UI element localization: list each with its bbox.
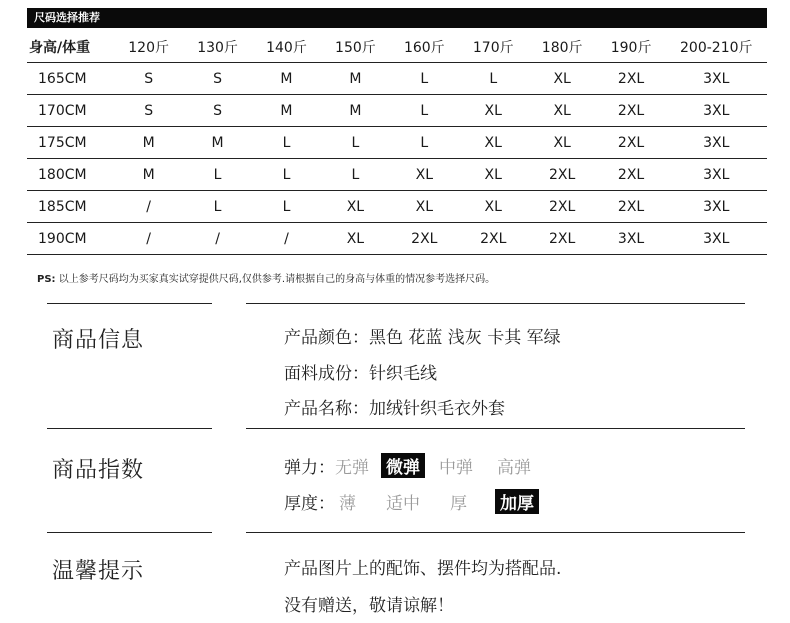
size-cell: XL xyxy=(321,223,390,255)
size-cell: 2XL xyxy=(597,127,666,159)
ps-text: 以上参考尺码均为买家真实试穿提供尺码,仅供参考.请根据自己的身高与体重的情况参考选择尺码。 xyxy=(58,274,496,285)
size-cell: M xyxy=(321,63,390,95)
weight-header: 120斤 xyxy=(114,32,183,63)
size-cell: M xyxy=(114,159,183,191)
notice-line-2: 没有赠送，敬请谅解！ xyxy=(284,596,454,616)
table-row xyxy=(27,63,767,95)
size-cell: 3XL xyxy=(666,159,767,191)
size-cell: S xyxy=(183,95,252,127)
size-cell: XL xyxy=(528,95,597,127)
section-title: 温馨提示 xyxy=(52,559,145,584)
weight-header: 180斤 xyxy=(528,32,597,63)
weight-header: 130斤 xyxy=(183,32,252,63)
size-cell: / xyxy=(252,223,321,255)
size-cell: M xyxy=(114,127,183,159)
table-row xyxy=(27,127,767,159)
size-cell: L xyxy=(252,127,321,159)
size-cell: 3XL xyxy=(597,223,666,255)
size-cell: / xyxy=(114,223,183,255)
height-cell: 170CM xyxy=(27,95,114,127)
divider xyxy=(47,532,212,533)
size-cell: 2XL xyxy=(597,159,666,191)
weight-header: 160斤 xyxy=(390,32,459,63)
weight-header: 140斤 xyxy=(252,32,321,63)
divider xyxy=(47,428,212,429)
size-cell: XL xyxy=(390,191,459,223)
size-cell: M xyxy=(321,95,390,127)
size-cell: S xyxy=(183,63,252,95)
height-cell: 165CM xyxy=(27,63,114,95)
height-cell: 180CM xyxy=(27,159,114,191)
size-cell: L xyxy=(252,191,321,223)
size-cell: 3XL xyxy=(666,223,767,255)
size-cell: XL xyxy=(459,159,528,191)
size-cell: 3XL xyxy=(666,127,767,159)
thickness-option: 加厚 xyxy=(495,489,539,514)
elasticity-option: 无弹 xyxy=(335,458,369,478)
weight-header: 190斤 xyxy=(597,32,666,63)
size-cell: M xyxy=(183,127,252,159)
size-cell: 3XL xyxy=(666,191,767,223)
size-cell: L xyxy=(459,63,528,95)
size-cell: 2XL xyxy=(528,223,597,255)
size-cell: L xyxy=(390,63,459,95)
weight-header: 170斤 xyxy=(459,32,528,63)
size-cell: XL xyxy=(321,191,390,223)
weight-header: 150斤 xyxy=(321,32,390,63)
size-cell: 3XL xyxy=(666,63,767,95)
divider xyxy=(47,303,212,304)
section-title: 商品信息 xyxy=(52,328,145,353)
size-cell: XL xyxy=(528,127,597,159)
elasticity-option: 微弹 xyxy=(381,453,425,478)
size-cell: 2XL xyxy=(597,95,666,127)
elasticity-label: 弹力： xyxy=(284,458,335,478)
notice-line-1: 产品图片上的配饰、摆件均为搭配品. xyxy=(284,559,562,579)
height-cell: 185CM xyxy=(27,191,114,223)
size-cell: L xyxy=(321,127,390,159)
size-cell: L xyxy=(183,159,252,191)
ps-note xyxy=(37,270,495,285)
size-cell: / xyxy=(114,191,183,223)
size-cell: M xyxy=(252,63,321,95)
table-row xyxy=(27,223,767,255)
height-cell: 175CM xyxy=(27,127,114,159)
size-cell: XL xyxy=(390,159,459,191)
thickness-label: 厚度： xyxy=(284,494,335,514)
weight-header: 200-210斤 xyxy=(666,32,767,63)
size-cell: / xyxy=(183,223,252,255)
size-cell: M xyxy=(252,95,321,127)
divider xyxy=(246,532,745,533)
name-line: 产品名称：加绒针织毛衣外套 xyxy=(284,399,505,419)
size-cell: 3XL xyxy=(666,95,767,127)
elasticity-option: 高弹 xyxy=(497,458,531,478)
material-line: 面料成份：针织毛线 xyxy=(284,364,437,384)
elasticity-option: 中弹 xyxy=(439,458,473,478)
size-chart-header-row xyxy=(27,32,767,63)
size-cell: L xyxy=(321,159,390,191)
size-cell: XL xyxy=(459,191,528,223)
size-cell: XL xyxy=(459,127,528,159)
size-cell: 2XL xyxy=(597,63,666,95)
size-cell: L xyxy=(183,191,252,223)
size-cell: S xyxy=(114,63,183,95)
size-cell: XL xyxy=(528,63,597,95)
size-cell: L xyxy=(390,95,459,127)
divider xyxy=(246,303,745,304)
section-title: 商品指数 xyxy=(52,458,145,483)
size-cell: 2XL xyxy=(459,223,528,255)
size-cell: 2XL xyxy=(390,223,459,255)
thickness-option: 薄 xyxy=(339,494,356,514)
color-line: 产品颜色：黑色 花蓝 浅灰 卡其 军绿 xyxy=(284,328,561,348)
size-cell: 2XL xyxy=(528,159,597,191)
size-cell: 2XL xyxy=(528,191,597,223)
thickness-option: 厚 xyxy=(450,494,467,514)
size-chart-table xyxy=(27,32,767,255)
ps-label: PS: xyxy=(37,274,56,285)
table-row xyxy=(27,159,767,191)
table-row xyxy=(27,95,767,127)
size-cell: L xyxy=(390,127,459,159)
size-cell: L xyxy=(252,159,321,191)
thickness-option: 适中 xyxy=(386,494,420,514)
size-chart-title: 尺码选择推荐 xyxy=(27,8,767,28)
size-cell: S xyxy=(114,95,183,127)
elasticity-line xyxy=(284,453,531,478)
height-cell: 190CM xyxy=(27,223,114,255)
corner-label: 身高/体重 xyxy=(27,32,114,63)
size-cell: XL xyxy=(459,95,528,127)
size-cell: 2XL xyxy=(597,191,666,223)
thickness-line xyxy=(284,489,539,514)
divider xyxy=(246,428,745,429)
table-row xyxy=(27,191,767,223)
